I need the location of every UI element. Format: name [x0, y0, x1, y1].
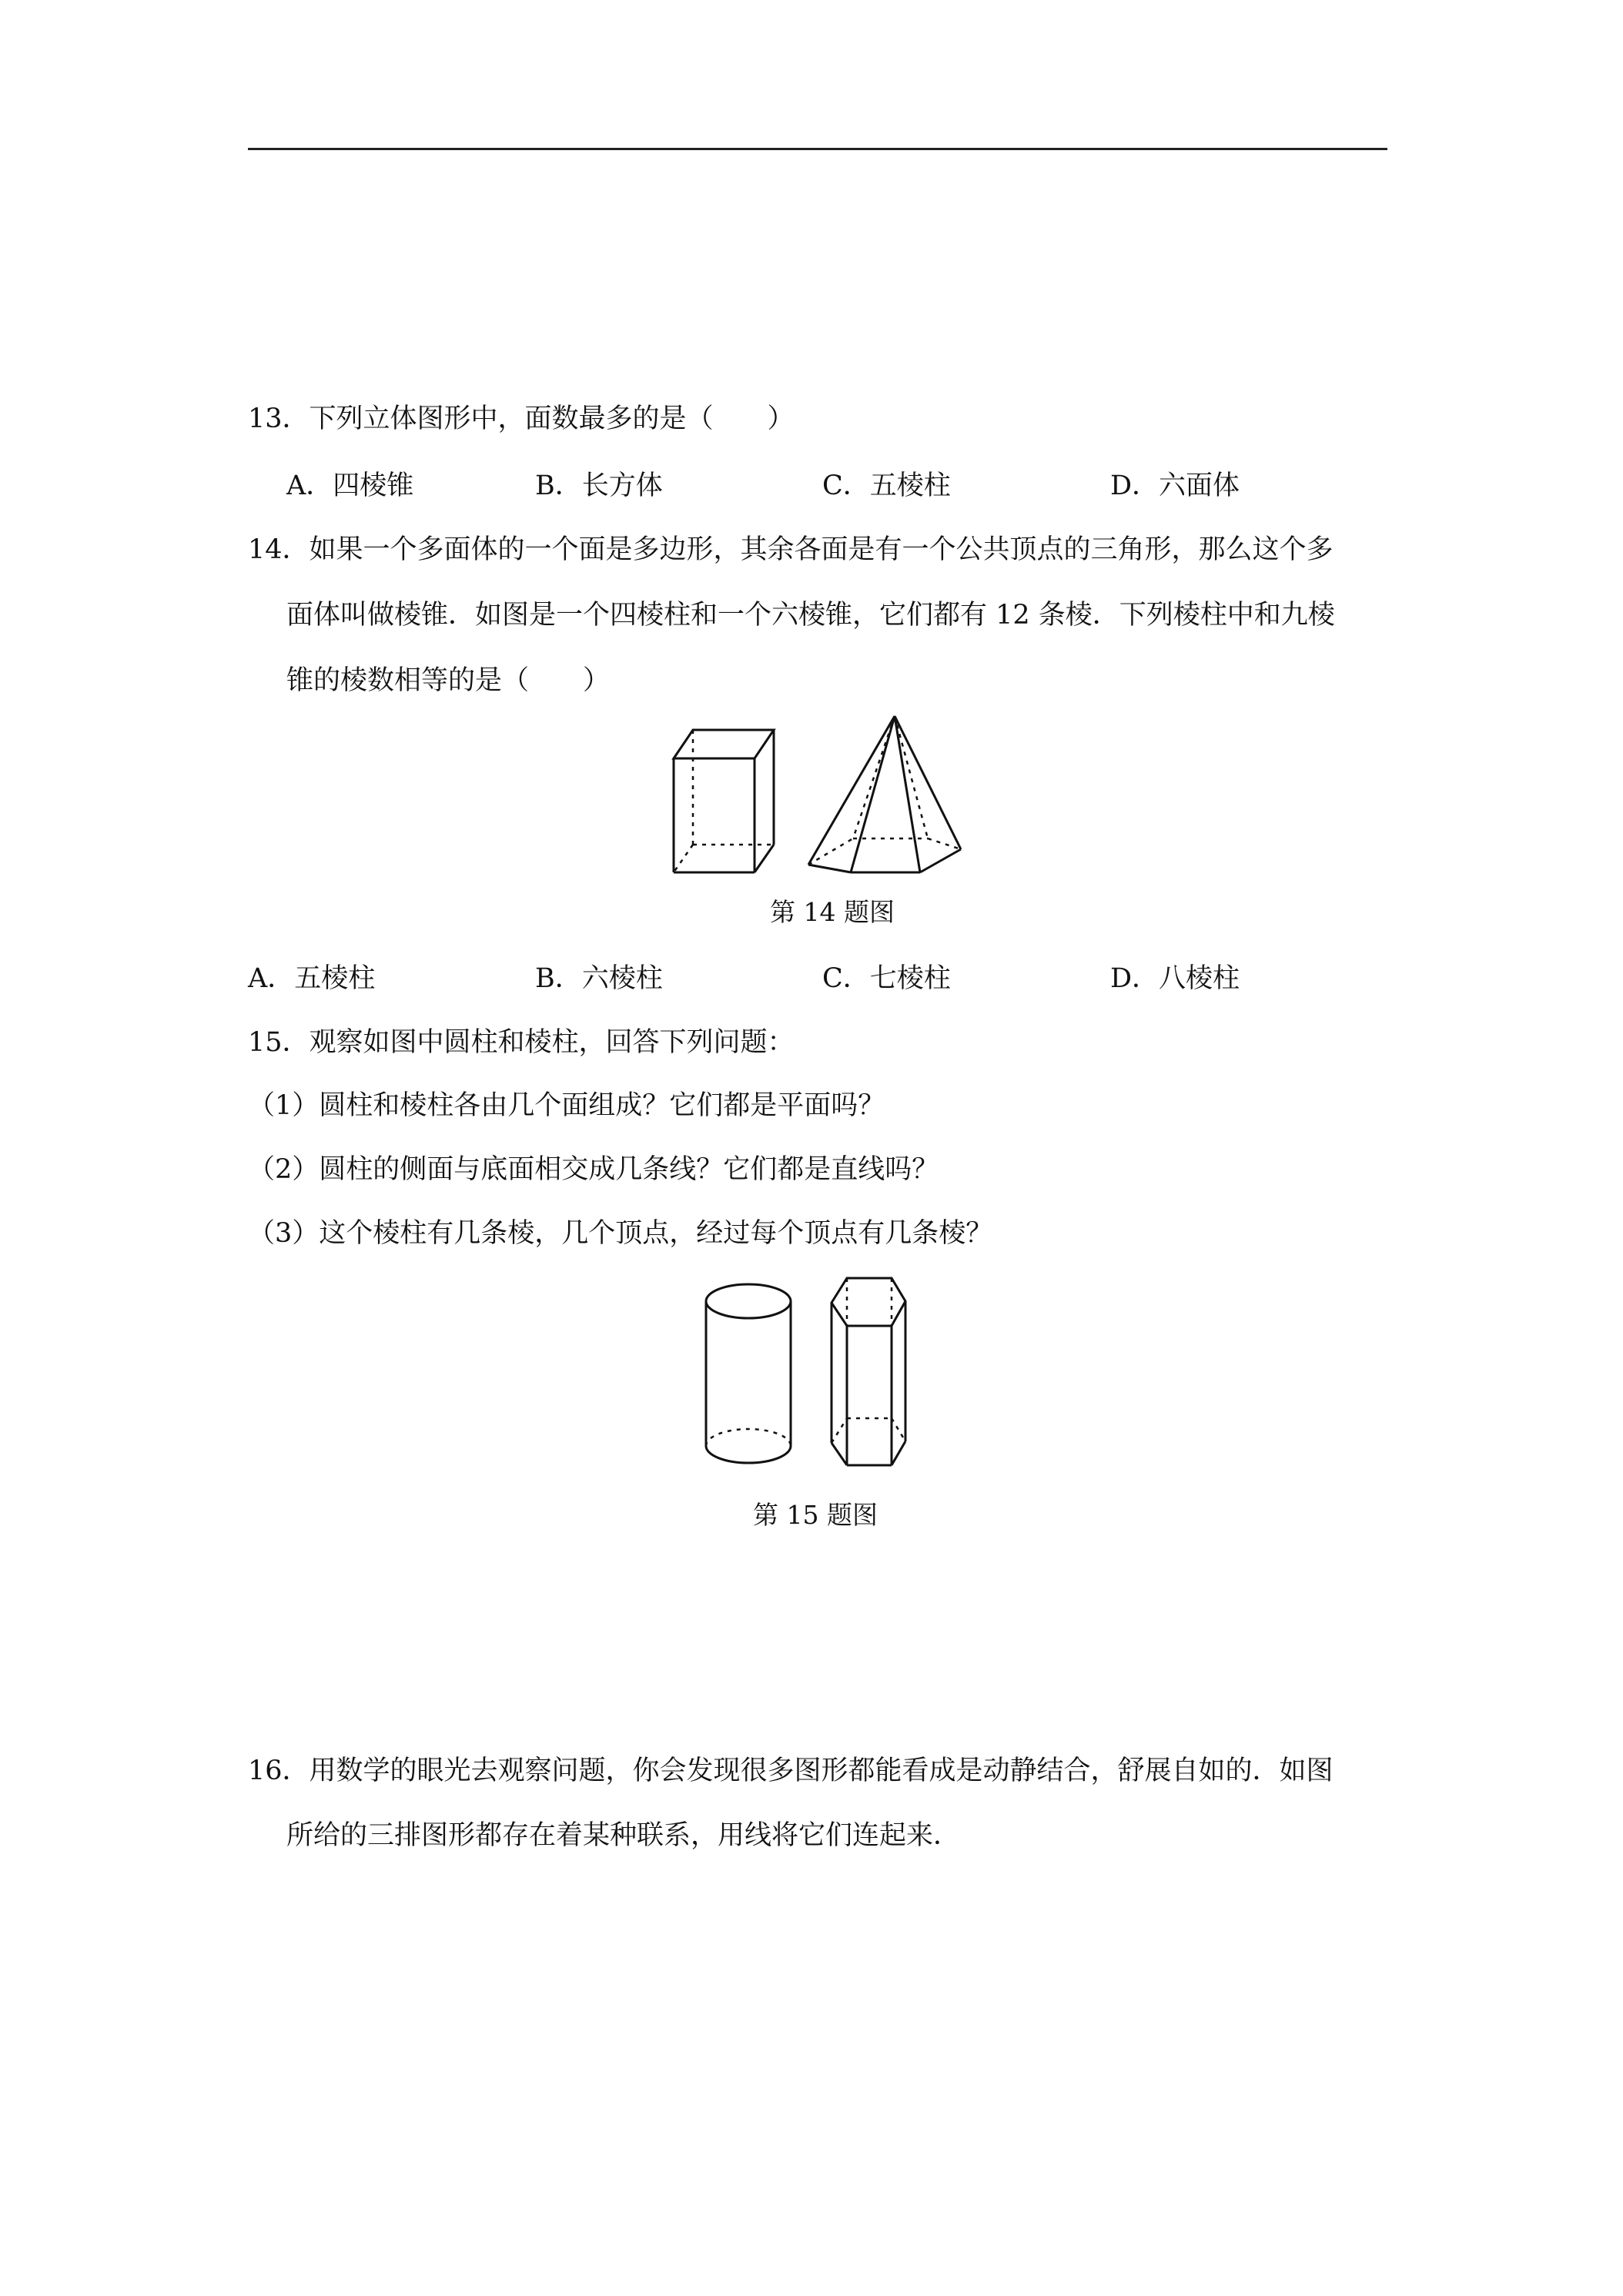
q16-stem-line-2: 所给的三排图形都存在着某种联系，用线将它们连起来． — [286, 1820, 961, 1851]
q13-option-c: C．五棱柱 — [822, 470, 951, 501]
hexagonal-pyramid-figure — [808, 716, 961, 872]
q14-stem-line-3: 锥的棱数相等的是（ ） — [286, 665, 611, 696]
quadrangular-prism-figure — [674, 730, 774, 872]
header-rule — [248, 148, 1387, 150]
q15-stem: 15．观察如图中圆柱和棱柱，回答下列问题： — [248, 1027, 795, 1058]
q13-stem: 13．下列立体图形中，面数最多的是（ ） — [248, 403, 795, 434]
q14-figure — [662, 705, 970, 885]
q15-part-2: （2）圆柱的侧面与底面相交成几条线？它们都是直线吗？ — [248, 1154, 939, 1185]
q14-stem-line-1: 14．如果一个多面体的一个面是多边形，其余各面是有一个公共顶点的三角形，那么这个多 — [248, 534, 1334, 565]
cylinder-figure — [706, 1284, 791, 1463]
q14-figure-caption: 第 14 题图 — [770, 897, 895, 927]
q13-option-b: B．长方体 — [535, 470, 663, 501]
q15-figure-caption: 第 15 题图 — [753, 1500, 878, 1530]
q15-part-1: （1）圆柱和棱柱各由几个面组成？它们都是平面吗？ — [248, 1090, 885, 1121]
q14-option-c: C．七棱柱 — [822, 963, 951, 994]
q14-option-d: D．八棱柱 — [1110, 963, 1240, 994]
q14-option-a: A．五棱柱 — [248, 963, 376, 994]
q14-option-b: B．六棱柱 — [535, 963, 663, 994]
q16-stem-line-1: 16．用数学的眼光去观察问题，你会发现很多图形都能看成是动静结合，舒展自如的．如图 — [248, 1755, 1334, 1786]
q13-option-d: D．六面体 — [1110, 470, 1240, 501]
q15-part-3: （3）这个棱柱有几条棱，几个顶点，经过每个顶点有几条棱？ — [248, 1218, 993, 1249]
q13-option-a: A．四棱锥 — [286, 470, 414, 501]
q14-stem-line-2: 面体叫做棱锥．如图是一个四棱柱和一个六棱锥，它们都有 12 条棱．下列棱柱中和九棱 — [286, 600, 1335, 631]
q15-figure — [697, 1270, 947, 1478]
hexagonal-prism-figure — [832, 1278, 905, 1465]
